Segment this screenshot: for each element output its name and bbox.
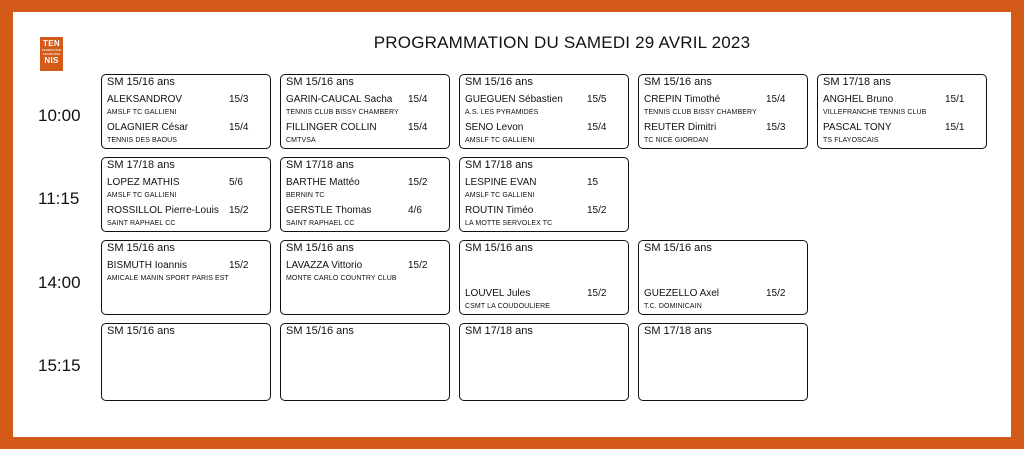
player-ranking: 15/2 [229,260,249,271]
player-club: SAINT RAPHAEL CC [107,220,176,227]
match-card[interactable] [459,323,629,401]
player-name: ANGHEL Bruno [823,94,894,105]
match-card[interactable] [280,323,450,401]
player-club: TS FLAYOSCAIS [823,137,879,144]
player-name: REUTER Dimitri [644,122,717,133]
player-club: TENNIS DES BAOUS [107,137,178,144]
match-card[interactable] [459,74,629,149]
match-category: SM 17/18 ans [644,325,712,337]
match-category: SM 17/18 ans [465,159,533,171]
player-club: AMSLF TC GALLIENI [465,192,535,199]
player-ranking: 15/5 [587,94,607,105]
match-card[interactable] [459,240,629,315]
player-club: SAINT RAPHAEL CC [286,220,355,227]
player-club: TENNIS CLUB BISSY CHAMBERY [644,109,757,116]
match-card[interactable] [459,157,629,232]
match-card[interactable] [101,240,271,315]
match-card[interactable] [280,74,450,149]
player-name: GERSTLE Thomas [286,205,372,216]
player-ranking: 15/2 [587,288,607,299]
player-ranking: 15/1 [945,122,965,133]
player-name: LAVAZZA Vittorio [286,260,363,271]
player-club: AMICALE MANIN SPORT PARIS EST [107,275,229,282]
match-card[interactable] [101,323,271,401]
player-name: GUEGUEN Sébastien [465,94,563,105]
player-name: ROUTIN Timéo [465,205,534,216]
player-ranking: 15/2 [408,260,428,271]
match-category: SM 15/16 ans [107,76,175,88]
logo-text-top: TEN [43,39,60,48]
player-club: CSMT LA COUDOULIERE [465,303,551,310]
player-name: SENO Levon [465,122,524,133]
player-club: BERNIN TC [286,192,325,199]
match-category: SM 15/16 ans [465,242,533,254]
match-category: SM 17/18 ans [107,159,175,171]
player-club: A.S. LES PYRAMIDES [465,109,539,116]
match-card[interactable] [638,240,808,315]
player-ranking: 15/4 [408,94,428,105]
player-name: LESPINE EVAN [465,177,537,188]
player-name: PASCAL TONY [823,122,892,133]
logo-text-bottom: NIS [44,56,59,65]
match-category: SM 17/18 ans [286,159,354,171]
player-ranking: 15/2 [766,288,786,299]
match-category: SM 15/16 ans [107,325,175,337]
page-title: PROGRAMMATION DU SAMEDI 29 AVRIL 2023 [373,33,751,52]
match-card[interactable] [638,74,808,149]
match-card[interactable] [280,240,450,315]
player-ranking: 15/2 [587,205,607,216]
player-club: T.C. DOMINICAIN [644,303,702,310]
player-ranking: 15/4 [766,94,786,105]
logo-text-middle: FEDERATION FRANCAISE [41,48,62,56]
player-ranking: 15/3 [766,122,786,133]
player-name: BARTHE Mattéo [286,177,360,188]
player-name: FILLINGER COLLIN [286,122,377,133]
match-card[interactable] [101,74,271,149]
match-category: SM 15/16 ans [286,76,354,88]
match-category: SM 15/16 ans [644,242,712,254]
match-card[interactable] [101,157,271,232]
player-name: OLAGNIER César [107,122,189,133]
player-name: GARIN-CAUCAL Sacha [286,94,393,105]
player-ranking: 15/2 [229,205,249,216]
time-label-1000: 10:00 [38,106,81,125]
player-club: AMSLF TC GALLIENI [465,137,535,144]
player-name: ALEKSANDROV [107,94,183,105]
time-label-1515: 15:15 [38,356,81,375]
time-label-1400: 14:00 [38,273,81,292]
match-card[interactable] [817,74,987,149]
player-name: BISMUTH Ioannis [107,260,188,271]
match-category: SM 15/16 ans [644,76,712,88]
tennis-logo [40,37,63,71]
player-ranking: 4/6 [408,205,422,216]
player-ranking: 15/3 [229,94,249,105]
player-club: TC NICE GIORDAN [644,137,709,144]
player-name: LOUVEL Jules [465,288,531,299]
player-club: VILLEFRANCHE TENNIS CLUB [823,109,927,116]
player-ranking: 15/1 [945,94,965,105]
match-card[interactable] [638,323,808,401]
player-ranking: 15/2 [408,177,428,188]
match-category: SM 17/18 ans [465,325,533,337]
player-club: CMTVSA [286,137,316,144]
match-category: SM 15/16 ans [107,242,175,254]
player-ranking: 15/4 [229,122,249,133]
player-ranking: 15/4 [587,122,607,133]
player-name: CREPIN Timothé [644,94,721,105]
player-name: LOPEZ MATHIS [107,177,180,188]
time-label-1115: 11:15 [38,189,80,208]
player-name: GUEZELLO Axel [644,288,720,299]
player-ranking: 15/4 [408,122,428,133]
player-club: MONTE CARLO COUNTRY CLUB [286,275,397,282]
match-category: SM 15/16 ans [465,76,533,88]
player-club: LA MOTTE SERVOLEX TC [465,220,553,227]
match-category: SM 17/18 ans [823,76,891,88]
player-name: ROSSILLOL Pierre-Louis [107,205,219,216]
player-ranking: 5/6 [229,177,243,188]
match-card[interactable] [280,157,450,232]
player-club: AMSLF TC GALLIENI [107,109,177,116]
match-category: SM 15/16 ans [286,242,354,254]
player-club: AMSLF TC GALLIENI [107,192,177,199]
player-ranking: 15 [587,177,599,188]
player-club: TENNIS CLUB BISSY CHAMBERY [286,109,399,116]
match-category: SM 15/16 ans [286,325,354,337]
